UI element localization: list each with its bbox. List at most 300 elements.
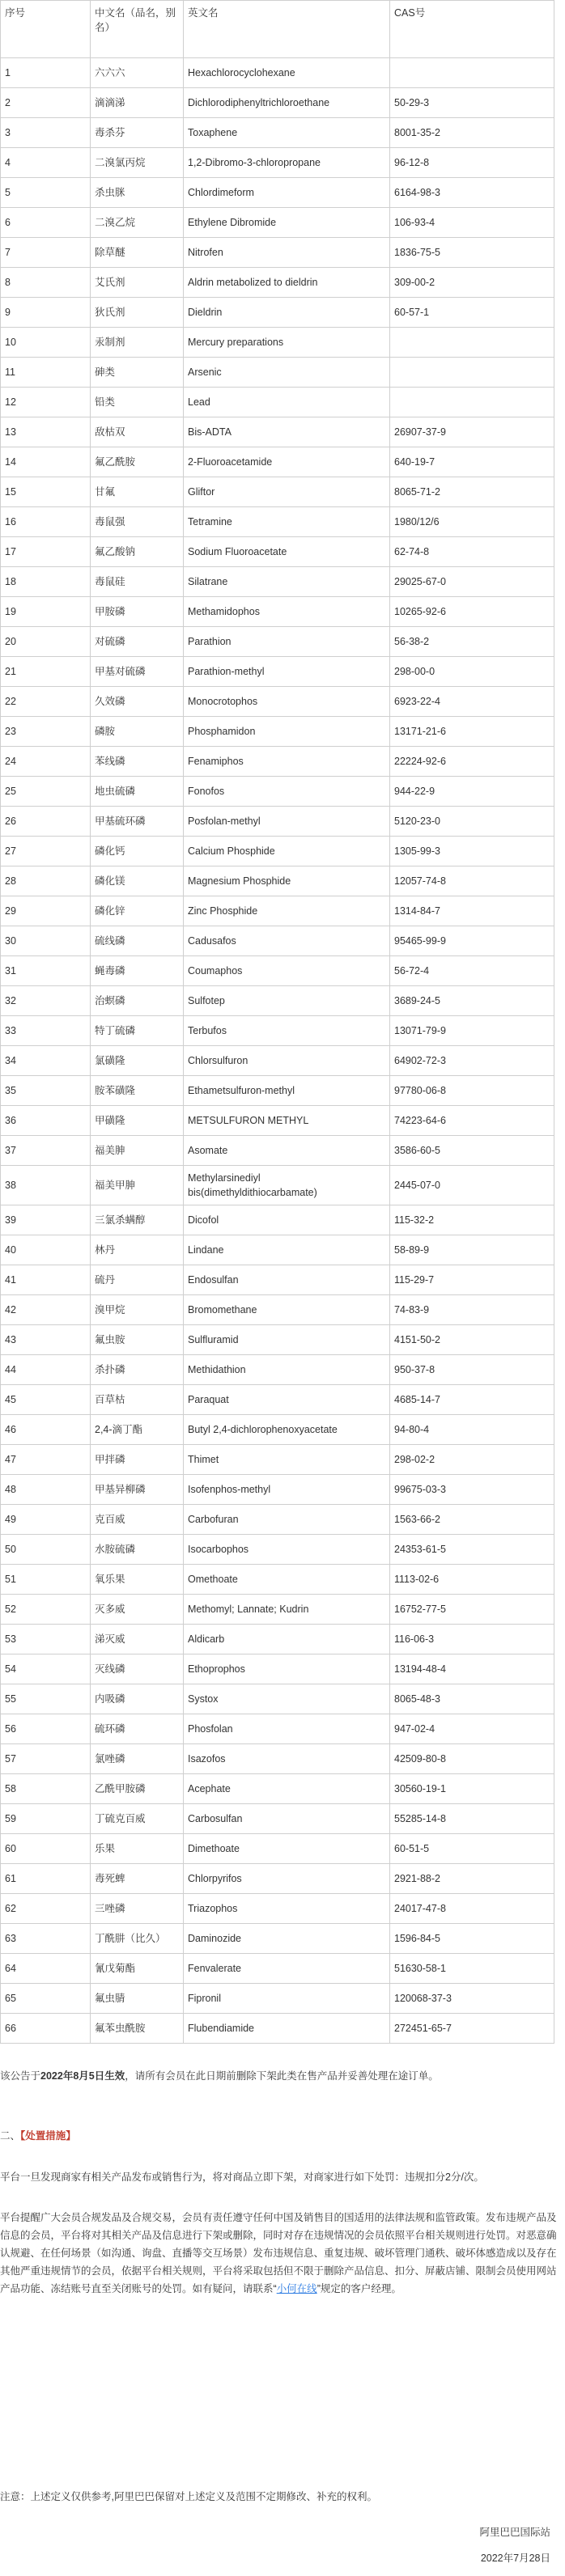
table-row bbox=[1, 1076, 554, 1106]
cell-chinese-name: 氟乙酰胺 bbox=[91, 447, 184, 477]
table-row bbox=[1, 597, 554, 627]
cell-cas-number: 1314-84-7 bbox=[390, 896, 554, 926]
cell-cas-number: 1836-75-5 bbox=[390, 238, 554, 268]
cell-index: 51 bbox=[1, 1565, 91, 1595]
notice-effective-date: 2022年8月5日生效 bbox=[40, 2070, 125, 2082]
cell-chinese-name: 丁硫克百威 bbox=[91, 1804, 184, 1834]
cell-cas-number: 50-29-3 bbox=[390, 88, 554, 118]
cell-english-name: Butyl 2,4-dichlorophenoxyacetate bbox=[184, 1415, 390, 1445]
cell-english-name: Fenvalerate bbox=[184, 1954, 390, 1984]
cell-index: 35 bbox=[1, 1076, 91, 1106]
cell-cas-number: 1980/12/6 bbox=[390, 507, 554, 537]
cell-cas-number: 96-12-8 bbox=[390, 148, 554, 178]
cell-index: 63 bbox=[1, 1924, 91, 1954]
cell-chinese-name: 苯线磷 bbox=[91, 747, 184, 777]
cell-chinese-name: 百草枯 bbox=[91, 1385, 184, 1415]
cell-chinese-name: 蝇毒磷 bbox=[91, 956, 184, 986]
cell-english-name: Toxaphene bbox=[184, 118, 390, 148]
table-row bbox=[1, 1016, 554, 1046]
cell-english-name: Parathion bbox=[184, 627, 390, 657]
cell-english-name: Chlordimeform bbox=[184, 178, 390, 208]
header-english-name: 英文名 bbox=[184, 1, 390, 58]
cell-cas-number: 94-80-4 bbox=[390, 1415, 554, 1445]
cell-cas-number bbox=[390, 388, 554, 417]
cell-english-name: Methamidophos bbox=[184, 597, 390, 627]
cell-index: 36 bbox=[1, 1106, 91, 1136]
table-row bbox=[1, 388, 554, 417]
cell-chinese-name: 涕灭威 bbox=[91, 1625, 184, 1654]
cell-chinese-name: 艾氏剂 bbox=[91, 268, 184, 298]
table-row bbox=[1, 268, 554, 298]
cell-index: 25 bbox=[1, 777, 91, 807]
cell-chinese-name: 六六六 bbox=[91, 58, 184, 88]
table-row bbox=[1, 417, 554, 447]
cell-chinese-name: 狄氏剂 bbox=[91, 298, 184, 328]
cell-cas-number: 298-00-0 bbox=[390, 657, 554, 687]
table-row bbox=[1, 88, 554, 118]
table-row bbox=[1, 837, 554, 866]
cell-english-name: Ethametsulfuron-methyl bbox=[184, 1076, 390, 1106]
cell-index: 45 bbox=[1, 1385, 91, 1415]
cell-english-name: Systox bbox=[184, 1684, 390, 1714]
cell-cas-number: 58-89-9 bbox=[390, 1235, 554, 1265]
cell-english-name: Fonofos bbox=[184, 777, 390, 807]
cell-chinese-name: 对硫磷 bbox=[91, 627, 184, 657]
table-row bbox=[1, 148, 554, 178]
cell-cas-number: 1305-99-3 bbox=[390, 837, 554, 866]
cell-chinese-name: 滴滴涕 bbox=[91, 88, 184, 118]
cell-chinese-name: 杀扑磷 bbox=[91, 1355, 184, 1385]
table-row bbox=[1, 1235, 554, 1265]
cell-chinese-name: 氰戊菊酯 bbox=[91, 1954, 184, 1984]
table-row bbox=[1, 1954, 554, 1984]
cell-english-name: Methidathion bbox=[184, 1355, 390, 1385]
table-row bbox=[1, 777, 554, 807]
table-row bbox=[1, 1744, 554, 1774]
section-title: 【处置措施】 bbox=[20, 2130, 76, 2142]
cell-index: 10 bbox=[1, 328, 91, 358]
cell-english-name: Thimet bbox=[184, 1445, 390, 1475]
table-row bbox=[1, 1046, 554, 1076]
cell-english-name: Dieldrin bbox=[184, 298, 390, 328]
cell-english-name: Terbufos bbox=[184, 1016, 390, 1046]
cell-english-name: Carbosulfan bbox=[184, 1804, 390, 1834]
cell-index: 52 bbox=[1, 1595, 91, 1625]
cell-index: 27 bbox=[1, 837, 91, 866]
cell-chinese-name: 硫丹 bbox=[91, 1265, 184, 1295]
cell-chinese-name: 灭多威 bbox=[91, 1595, 184, 1625]
section-heading bbox=[0, 2128, 76, 2142]
notice-suffix: ，请所有会员在此日期前删除下架此类在售产品并妥善处理在途订单。 bbox=[125, 2070, 439, 2082]
cell-chinese-name: 甘氟 bbox=[91, 477, 184, 507]
cell-index: 17 bbox=[1, 537, 91, 567]
cell-cas-number: 4151-50-2 bbox=[390, 1325, 554, 1355]
cell-chinese-name: 砷类 bbox=[91, 358, 184, 388]
cell-index: 30 bbox=[1, 926, 91, 956]
cell-cas-number: 24353-61-5 bbox=[390, 1535, 554, 1565]
cell-english-name: Omethoate bbox=[184, 1565, 390, 1595]
cell-english-name: Isofenphos-methyl bbox=[184, 1475, 390, 1505]
cell-chinese-name: 甲拌磷 bbox=[91, 1445, 184, 1475]
cell-cas-number: 29025-67-0 bbox=[390, 567, 554, 597]
cell-index: 22 bbox=[1, 687, 91, 717]
cell-chinese-name: 毒杀芬 bbox=[91, 118, 184, 148]
cell-chinese-name: 磷化锌 bbox=[91, 896, 184, 926]
cell-english-name: Methomyl; Lannate; Kudrin bbox=[184, 1595, 390, 1625]
cell-cas-number: 947-02-4 bbox=[390, 1714, 554, 1744]
cell-index: 41 bbox=[1, 1265, 91, 1295]
table-row bbox=[1, 1924, 554, 1954]
cell-cas-number: 74223-64-6 bbox=[390, 1106, 554, 1136]
effective-notice bbox=[0, 2067, 559, 2085]
cell-cas-number: 13194-48-4 bbox=[390, 1654, 554, 1684]
cell-chinese-name: 甲基异柳磷 bbox=[91, 1475, 184, 1505]
cell-index: 65 bbox=[1, 1984, 91, 2014]
cell-english-name: Ethoprophos bbox=[184, 1654, 390, 1684]
table-row bbox=[1, 896, 554, 926]
table-header-row bbox=[1, 1, 554, 58]
cell-english-name: METSULFURON METHYL bbox=[184, 1106, 390, 1136]
cell-english-name: Zinc Phosphide bbox=[184, 896, 390, 926]
cell-chinese-name: 硫线磷 bbox=[91, 926, 184, 956]
cell-english-name: Aldrin metabolized to dieldrin bbox=[184, 268, 390, 298]
cell-index: 64 bbox=[1, 1954, 91, 1984]
cell-english-name: Gliftor bbox=[184, 477, 390, 507]
cell-chinese-name: 福美甲胂 bbox=[91, 1166, 184, 1205]
cell-english-name: Tetramine bbox=[184, 507, 390, 537]
cell-chinese-name: 内吸磷 bbox=[91, 1684, 184, 1714]
cell-cas-number: 13171-21-6 bbox=[390, 717, 554, 747]
cell-english-name: Cadusafos bbox=[184, 926, 390, 956]
cell-english-name: Isocarbophos bbox=[184, 1535, 390, 1565]
cell-chinese-name: 敌枯双 bbox=[91, 417, 184, 447]
cell-cas-number: 60-51-5 bbox=[390, 1834, 554, 1864]
cell-index: 2 bbox=[1, 88, 91, 118]
cell-cas-number: 74-83-9 bbox=[390, 1295, 554, 1325]
cell-cas-number: 1113-02-6 bbox=[390, 1565, 554, 1595]
cell-index: 11 bbox=[1, 358, 91, 388]
cell-index: 49 bbox=[1, 1505, 91, 1535]
cell-english-name: Lindane bbox=[184, 1235, 390, 1265]
table-row bbox=[1, 1166, 554, 1205]
cell-cas-number: 944-22-9 bbox=[390, 777, 554, 807]
cell-english-name: Aldicarb bbox=[184, 1625, 390, 1654]
cell-chinese-name: 氯唑磷 bbox=[91, 1744, 184, 1774]
cell-index: 56 bbox=[1, 1714, 91, 1744]
table-row bbox=[1, 58, 554, 88]
cell-index: 21 bbox=[1, 657, 91, 687]
table-row bbox=[1, 1445, 554, 1475]
cell-chinese-name: 毒鼠强 bbox=[91, 507, 184, 537]
table-row bbox=[1, 1505, 554, 1535]
cell-english-name: Sodium Fluoroacetate bbox=[184, 537, 390, 567]
cell-index: 20 bbox=[1, 627, 91, 657]
cell-cas-number: 95465-99-9 bbox=[390, 926, 554, 956]
cell-english-name: Sulfluramid bbox=[184, 1325, 390, 1355]
cell-chinese-name: 三唑磷 bbox=[91, 1894, 184, 1924]
cell-english-name: Asomate bbox=[184, 1136, 390, 1166]
cell-chinese-name: 甲基对硫磷 bbox=[91, 657, 184, 687]
table-row bbox=[1, 747, 554, 777]
cell-cas-number: 120068-37-3 bbox=[390, 1984, 554, 2014]
cell-cas-number: 56-72-4 bbox=[390, 956, 554, 986]
table-row bbox=[1, 1136, 554, 1166]
customer-service-link[interactable]: 小何在线 bbox=[276, 2283, 317, 2294]
cell-english-name: Monocrotophos bbox=[184, 687, 390, 717]
cell-index: 31 bbox=[1, 956, 91, 986]
cell-english-name: Paraquat bbox=[184, 1385, 390, 1415]
cell-index: 50 bbox=[1, 1535, 91, 1565]
cell-english-name: Chlorsulfuron bbox=[184, 1046, 390, 1076]
cell-english-name: Mercury preparations bbox=[184, 328, 390, 358]
cell-index: 54 bbox=[1, 1654, 91, 1684]
cell-cas-number: 2921-88-2 bbox=[390, 1864, 554, 1894]
cell-english-name: Fipronil bbox=[184, 1984, 390, 2014]
cell-english-name: Lead bbox=[184, 388, 390, 417]
cell-cas-number: 42509-80-8 bbox=[390, 1744, 554, 1774]
cell-index: 18 bbox=[1, 567, 91, 597]
cell-index: 13 bbox=[1, 417, 91, 447]
cell-chinese-name: 二溴氯丙烷 bbox=[91, 148, 184, 178]
table-row bbox=[1, 1595, 554, 1625]
cell-english-name: Fenamiphos bbox=[184, 747, 390, 777]
compliance-paragraph bbox=[0, 2209, 559, 2298]
cell-index: 24 bbox=[1, 747, 91, 777]
cell-english-name: Isazofos bbox=[184, 1744, 390, 1774]
cell-chinese-name: 福美胂 bbox=[91, 1136, 184, 1166]
table-row bbox=[1, 567, 554, 597]
cell-chinese-name: 氟虫胺 bbox=[91, 1325, 184, 1355]
cell-chinese-name: 特丁硫磷 bbox=[91, 1016, 184, 1046]
cell-index: 34 bbox=[1, 1046, 91, 1076]
cell-cas-number: 309-00-2 bbox=[390, 268, 554, 298]
cell-english-name: Daminozide bbox=[184, 1924, 390, 1954]
cell-index: 46 bbox=[1, 1415, 91, 1445]
table-row bbox=[1, 1625, 554, 1654]
table-row bbox=[1, 208, 554, 238]
table-row bbox=[1, 687, 554, 717]
section-number: 二、 bbox=[0, 2130, 21, 2142]
cell-english-name: Ethylene Dibromide bbox=[184, 208, 390, 238]
cell-chinese-name: 甲基硫环磷 bbox=[91, 807, 184, 837]
cell-cas-number: 16752-77-5 bbox=[390, 1595, 554, 1625]
cell-chinese-name: 氟苯虫酰胺 bbox=[91, 2014, 184, 2044]
cell-index: 55 bbox=[1, 1684, 91, 1714]
cell-chinese-name: 治螟磷 bbox=[91, 986, 184, 1016]
cell-english-name: Acephate bbox=[184, 1774, 390, 1804]
cell-index: 26 bbox=[1, 807, 91, 837]
table-row bbox=[1, 1325, 554, 1355]
table-row bbox=[1, 1684, 554, 1714]
signature-org: 阿里巴巴国际站 bbox=[479, 2527, 550, 2538]
table-row bbox=[1, 1295, 554, 1325]
cell-index: 15 bbox=[1, 477, 91, 507]
cell-cas-number: 8065-71-2 bbox=[390, 477, 554, 507]
cell-chinese-name: 林丹 bbox=[91, 1235, 184, 1265]
cell-index: 29 bbox=[1, 896, 91, 926]
cell-index: 43 bbox=[1, 1325, 91, 1355]
table-row bbox=[1, 807, 554, 837]
cell-index: 28 bbox=[1, 866, 91, 896]
table-row bbox=[1, 1415, 554, 1445]
cell-english-name: Silatrane bbox=[184, 567, 390, 597]
cell-english-name: Endosulfan bbox=[184, 1265, 390, 1295]
table-row bbox=[1, 1565, 554, 1595]
table-row bbox=[1, 358, 554, 388]
table-row bbox=[1, 1894, 554, 1924]
cell-index: 62 bbox=[1, 1894, 91, 1924]
cell-chinese-name: 2,4-滴丁酯 bbox=[91, 1415, 184, 1445]
cell-cas-number: 5120-23-0 bbox=[390, 807, 554, 837]
cell-english-name: 2-Fluoroacetamide bbox=[184, 447, 390, 477]
table-row bbox=[1, 1475, 554, 1505]
cell-cas-number: 10265-92-6 bbox=[390, 597, 554, 627]
cell-cas-number: 56-38-2 bbox=[390, 627, 554, 657]
cell-cas-number: 8001-35-2 bbox=[390, 118, 554, 148]
table-row bbox=[1, 866, 554, 896]
cell-cas-number: 24017-47-8 bbox=[390, 1894, 554, 1924]
cell-cas-number: 22224-92-6 bbox=[390, 747, 554, 777]
table-row bbox=[1, 926, 554, 956]
table-row bbox=[1, 178, 554, 208]
cell-cas-number: 26907-37-9 bbox=[390, 417, 554, 447]
cell-cas-number: 116-06-3 bbox=[390, 1625, 554, 1654]
cell-index: 48 bbox=[1, 1475, 91, 1505]
table-row bbox=[1, 238, 554, 268]
cell-cas-number: 64902-72-3 bbox=[390, 1046, 554, 1076]
cell-cas-number: 298-02-2 bbox=[390, 1445, 554, 1475]
cell-chinese-name: 克百威 bbox=[91, 1505, 184, 1535]
cell-cas-number: 640-19-7 bbox=[390, 447, 554, 477]
notice-prefix: 该公告于 bbox=[0, 2070, 41, 2082]
table-row bbox=[1, 1864, 554, 1894]
cell-chinese-name: 灭线磷 bbox=[91, 1654, 184, 1684]
cell-english-name: Chlorpyrifos bbox=[184, 1864, 390, 1894]
cell-chinese-name: 氯磺隆 bbox=[91, 1046, 184, 1076]
table-row bbox=[1, 1205, 554, 1235]
cell-chinese-name: 地虫硫磷 bbox=[91, 777, 184, 807]
cell-cas-number: 60-57-1 bbox=[390, 298, 554, 328]
cell-chinese-name: 汞制剂 bbox=[91, 328, 184, 358]
cell-cas-number: 13071-79-9 bbox=[390, 1016, 554, 1046]
table-row bbox=[1, 956, 554, 986]
cell-english-name: Calcium Phosphide bbox=[184, 837, 390, 866]
cell-chinese-name: 毒鼠硅 bbox=[91, 567, 184, 597]
cell-english-name: 1,2-Dibromo-3-chloropropane bbox=[184, 148, 390, 178]
cell-cas-number bbox=[390, 58, 554, 88]
cell-chinese-name: 甲胺磷 bbox=[91, 597, 184, 627]
cell-index: 61 bbox=[1, 1864, 91, 1894]
cell-index: 8 bbox=[1, 268, 91, 298]
cell-english-name: Dichlorodiphenyltrichloroethane bbox=[184, 88, 390, 118]
cell-english-name: Sulfotep bbox=[184, 986, 390, 1016]
header-chinese-name: 中文名（品名，别名） bbox=[91, 1, 184, 58]
table-row bbox=[1, 1804, 554, 1834]
cell-index: 38 bbox=[1, 1166, 91, 1205]
table-row bbox=[1, 477, 554, 507]
cell-index: 14 bbox=[1, 447, 91, 477]
table-row bbox=[1, 507, 554, 537]
cell-chinese-name: 磷化镁 bbox=[91, 866, 184, 896]
cell-cas-number: 1596-84-5 bbox=[390, 1924, 554, 1954]
cell-chinese-name: 丁酰肼（比久） bbox=[91, 1924, 184, 1954]
cell-english-name: Magnesium Phosphide bbox=[184, 866, 390, 896]
cell-cas-number bbox=[390, 358, 554, 388]
table-row bbox=[1, 627, 554, 657]
table-row bbox=[1, 986, 554, 1016]
table-row bbox=[1, 2014, 554, 2044]
cell-index: 57 bbox=[1, 1744, 91, 1774]
table-row bbox=[1, 118, 554, 148]
cell-english-name: Hexachlorocyclohexane bbox=[184, 58, 390, 88]
cell-chinese-name: 三氯杀螨醇 bbox=[91, 1205, 184, 1235]
penalty-paragraph: 平台一旦发现商家有相关产品发布或销售行为，将对商品立即下架，对商家进行如下处罚：违规扣分2分/次。 bbox=[0, 2171, 484, 2183]
cell-index: 5 bbox=[1, 178, 91, 208]
table-row bbox=[1, 1535, 554, 1565]
cell-cas-number: 12057-74-8 bbox=[390, 866, 554, 896]
cell-chinese-name: 氧乐果 bbox=[91, 1565, 184, 1595]
cell-index: 44 bbox=[1, 1355, 91, 1385]
table-row bbox=[1, 1355, 554, 1385]
table-row bbox=[1, 447, 554, 477]
cell-cas-number: 6164-98-3 bbox=[390, 178, 554, 208]
cell-chinese-name: 溴甲烷 bbox=[91, 1295, 184, 1325]
cell-cas-number: 115-29-7 bbox=[390, 1265, 554, 1295]
table-row bbox=[1, 1265, 554, 1295]
cell-cas-number: 106-93-4 bbox=[390, 208, 554, 238]
cell-index: 42 bbox=[1, 1295, 91, 1325]
cell-index: 12 bbox=[1, 388, 91, 417]
cell-english-name: Triazophos bbox=[184, 1894, 390, 1924]
cell-chinese-name: 乐果 bbox=[91, 1834, 184, 1864]
cell-cas-number: 3586-60-5 bbox=[390, 1136, 554, 1166]
cell-english-name: Dimethoate bbox=[184, 1834, 390, 1864]
cell-cas-number: 55285-14-8 bbox=[390, 1804, 554, 1834]
cell-cas-number: 950-37-8 bbox=[390, 1355, 554, 1385]
cell-index: 40 bbox=[1, 1235, 91, 1265]
compliance-text: 平台提醒广大会员合规发品及合规交易，会员有责任遵守任何中国及销售目的国适用的法律法规和监管政策。发布违规产品及信息的会员，平台将对其相关产品及信息进行下架或删除，同时对存在违规情况的会员依照平台相关规则进行处罚。对恶意确认规避、在任何场景（如沟通、询盘、直播等交互场景）发布违规信息、重复违规、破坏管理门通秩、破坏体感造成以及存在其他严重违规情节的会员，依据平台相关规则，平台将采取包括但不限于删除产品信息、扣分、屏蔽店铺、限制会员使用网站产品功能、冻结账号直至关闭账号的处罚。如有疑问，请联系“ bbox=[0, 2212, 557, 2294]
table-row bbox=[1, 537, 554, 567]
cell-cas-number: 51630-58-1 bbox=[390, 1954, 554, 1984]
table-row bbox=[1, 328, 554, 358]
cell-cas-number: 3689-24-5 bbox=[390, 986, 554, 1016]
cell-index: 59 bbox=[1, 1804, 91, 1834]
cell-index: 53 bbox=[1, 1625, 91, 1654]
table-row bbox=[1, 1774, 554, 1804]
cell-index: 39 bbox=[1, 1205, 91, 1235]
cell-index: 1 bbox=[1, 58, 91, 88]
cell-index: 16 bbox=[1, 507, 91, 537]
cell-chinese-name: 甲磺隆 bbox=[91, 1106, 184, 1136]
cell-cas-number: 6923-22-4 bbox=[390, 687, 554, 717]
cell-index: 32 bbox=[1, 986, 91, 1016]
cell-index: 58 bbox=[1, 1774, 91, 1804]
cell-chinese-name: 氟虫腈 bbox=[91, 1984, 184, 2014]
cell-index: 33 bbox=[1, 1016, 91, 1046]
cell-cas-number: 2445-07-0 bbox=[390, 1166, 554, 1205]
cell-cas-number: 8065-48-3 bbox=[390, 1684, 554, 1714]
table-row bbox=[1, 1385, 554, 1415]
table-row bbox=[1, 717, 554, 747]
cell-english-name: Parathion-methyl bbox=[184, 657, 390, 687]
cell-cas-number: 272451-65-7 bbox=[390, 2014, 554, 2044]
cell-index: 66 bbox=[1, 2014, 91, 2044]
cell-english-name: Bromomethane bbox=[184, 1295, 390, 1325]
cell-english-name: Carbofuran bbox=[184, 1505, 390, 1535]
cell-english-name: Coumaphos bbox=[184, 956, 390, 986]
table-row bbox=[1, 1714, 554, 1744]
cell-cas-number bbox=[390, 328, 554, 358]
